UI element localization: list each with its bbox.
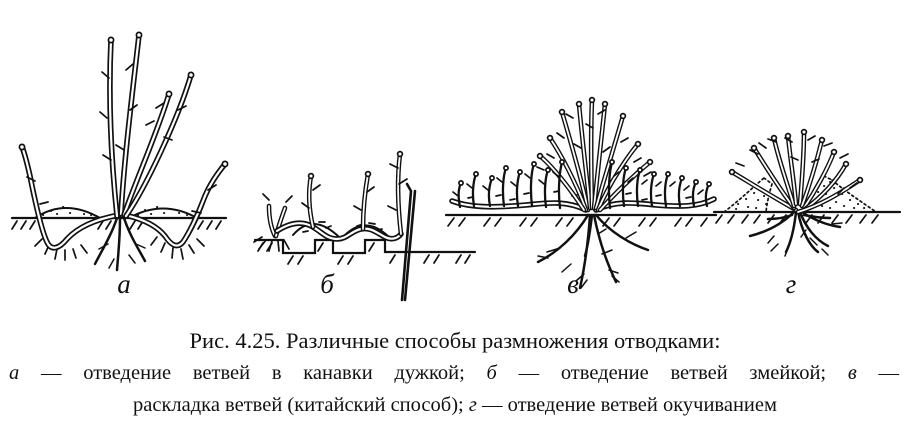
figure-caption: Рис. 4.25. Различные способы размножения отводками: bbox=[189, 328, 721, 353]
legend-dash-v: — bbox=[856, 362, 899, 384]
legend-text-g: — отведение ветвей окучиванием bbox=[476, 394, 777, 416]
root-system bbox=[750, 212, 842, 256]
panel-label-b: б bbox=[320, 269, 334, 299]
central-shoot-cluster bbox=[540, 100, 650, 210]
branches-and-shoots bbox=[269, 154, 401, 239]
panel-label-v: в bbox=[567, 269, 579, 299]
buds bbox=[263, 152, 407, 210]
drawing-a-arc-layering-illustration bbox=[5, 18, 240, 276]
legend-line-2 bbox=[0, 391, 910, 419]
panel-label-g: г bbox=[785, 269, 797, 299]
legend-text-a: — отведение ветвей в канавки дужкой; bbox=[19, 362, 487, 384]
legend-text-v-continued: раскладка ветвей (китайский способ); bbox=[133, 394, 469, 416]
legend-letter-v: в bbox=[847, 362, 857, 384]
panel-label-a: а bbox=[117, 269, 131, 299]
central-roots bbox=[95, 218, 145, 270]
root-system bbox=[538, 215, 648, 288]
shoot-fan bbox=[732, 132, 860, 212]
legend-letter-a: а bbox=[9, 362, 20, 384]
legend-line-1 bbox=[9, 359, 899, 387]
drawing-d-mound-layering-illustration bbox=[708, 100, 906, 258]
ground-line bbox=[714, 212, 900, 223]
branches-and-shoots bbox=[22, 35, 225, 248]
stake bbox=[402, 184, 415, 300]
drawing-c-chinese-layering-illustration bbox=[438, 58, 723, 298]
legend-text-b: — отведение ветвей змейкой; bbox=[496, 362, 848, 384]
legend-letter-b: б bbox=[486, 362, 497, 384]
legend-letter-g: г bbox=[468, 394, 477, 416]
